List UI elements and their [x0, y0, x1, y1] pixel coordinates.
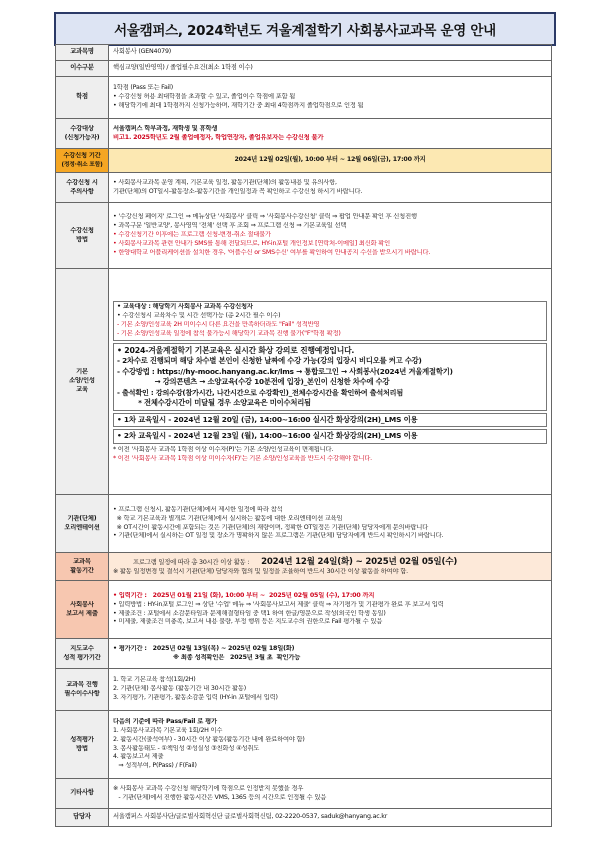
basic-line: • 수강신청시 교육차수 및 시간 선택가능 (총 2시간 필수 이수)	[117, 311, 281, 319]
method-line: • 수강신청기간 이후에는 프로그램 신청-변경-취소 절대불가	[113, 231, 271, 239]
basic-session2-box	[113, 429, 547, 444]
basic-realtime-box	[113, 343, 547, 411]
value-contact: 서울캠퍼스 사회봉사단/글로벌사회혁신단 글로벌사회혁신팀, 02-2220-0537, saduk@hanyang.ac.kr	[109, 809, 552, 827]
target-line: 서울캠퍼스 학부과정, 재학생 및 휴학생	[113, 124, 218, 132]
label-completion: 이수구분	[56, 61, 109, 77]
label-grading-line2: 방법	[76, 744, 88, 752]
row-other	[56, 779, 552, 809]
report-line: • 입력방법 : HY-in포털 로그인 ⇒ 상단 '수업' 메뉴 ⇒ '사회봉사보고서 제출' 클릭 ⇒ 자기평가 및 기관평가 완료 후 보고서 입력	[113, 600, 444, 608]
notice-line: 기관(단체)의 OT일시-활동장소-활동기간을 개인일정과 꼭 확인하고 수강신청 하시기 바랍니다.	[113, 187, 363, 195]
activity-line2: ※ 활동 일정변경 및 결석시 기관(단체) 담당자와 협의 및 일정을 조율하여 반드시 30시간 이상 활동을 하여야 함.	[113, 568, 408, 576]
value-activity	[109, 553, 552, 581]
value-orientation	[109, 495, 552, 553]
activity-prefix: 프로그램 일정에 따라 총 30시간 이상 활동 :	[133, 558, 250, 566]
progress-line: 1. 학교 기본교육 참석(1회/2H)	[113, 676, 196, 684]
grading-line: 4. 활동보고서 제출	[113, 753, 164, 761]
label-basic-line3: 교육	[76, 385, 88, 393]
label-professor	[56, 639, 109, 669]
info-table	[55, 44, 552, 827]
basic-big-line: - 2차수로 진행되며 해당 차수별 본인이 신청한 날짜에 수강 가능(강의 입장시 비디오를 켜고 수강)	[117, 356, 422, 366]
basic-big-line: - 수강방법 : https://hy-mooc.hanyang.ac.kr/lms → 통합로그인 → 사회봉사(2024년 겨울계절학기)	[117, 366, 453, 376]
row-professor	[56, 639, 552, 669]
value-course-name: 사회봉사 (GEN4079)	[109, 45, 552, 61]
label-activity-line2: 활동기간	[70, 566, 94, 574]
label-orientation	[56, 495, 109, 553]
method-line: • 한양대학교 어플리케이션을 설치한 경우, '어플수신 or SMS수신' 여부를 확인하여 안내공지 수신을 받으시기 바랍니다.	[113, 248, 431, 256]
value-grading	[109, 711, 552, 779]
label-other: 기타사항	[56, 779, 109, 809]
progress-line: 2. 기관(단체) 봉사활동 (활동기간 내 30시간 활동)	[113, 685, 247, 693]
activity-date: 2024년 12월 24일(화) ~ 2025년 02월 05일(수)	[261, 556, 458, 567]
label-basic-line1: 기본	[76, 368, 88, 376]
professor-line: • 평가기간 : 2025년 02월 13일(목) ~ 2025년 02월 18일(화)	[113, 644, 295, 652]
orientation-line: ※ OT시간이 활동시간에 포함되는 것은 기관(단체)의 재량이며, 정확한 OT일정은 기관(단체) 담당자에게 문의바랍니다	[113, 523, 428, 531]
credit-line: • 해당학기에 최대 1학점까지 신청가능하며, 재학기간 중 최대 4학점까지 졸업학점으로 인정 됨	[113, 101, 364, 109]
label-notice-line1: 수강신청 시	[66, 178, 98, 186]
basic-line: - 기본 소양/인성교육 일정에 참석 불가능시 해당학기 교과목 진행 불가("F"학점 확정)	[117, 329, 341, 337]
other-line: - 기관(단체)에서 진행한 활동시간은 VMS, 1365 등의 시간으로 인정될 수 있음	[113, 793, 327, 801]
value-other	[109, 779, 552, 809]
label-period	[56, 149, 109, 173]
label-report	[56, 581, 109, 639]
basic-big-line: → 강의콘텐츠 → 소양교육(수강 10분전에 입장)_본인이 신청한 차수에 수강	[117, 377, 390, 387]
label-notice	[56, 173, 109, 203]
report-line: • 제출조건 : 포털에서 소감문타임과 문제해결형타임 중 택1 하여 한글/영문으로 작성(외국인 학생 동일)	[113, 609, 386, 617]
label-period-line1: 수강신청 기간	[63, 151, 101, 159]
row-report	[56, 581, 552, 639]
label-progress-line1: 교과목 진행	[66, 680, 98, 688]
basic-line: • 교육대상 : 해당학기 사회봉사 교과목 수강신청자	[117, 303, 253, 310]
professor-line: ※ 최종 성적확인은 2025년 3월 초 확인가능	[173, 653, 301, 661]
value-target	[109, 119, 552, 149]
row-activity	[56, 553, 552, 581]
row-grading	[56, 711, 552, 779]
label-credit: 학점	[56, 77, 109, 119]
target-note: 비고1. 2025학년도 2월 졸업예정자, 학업연장자, 졸업유보자는 수강신청 불가	[113, 133, 324, 141]
basic-session1-box	[113, 413, 547, 428]
basic-tail-line: * 이전 '사회봉사 교과목 1학점 이상 이수자(P)'는 기본 소양/인성교육이 면제됩니다.	[113, 446, 334, 454]
basic-big-line: - 출석확인 : 강의수강(참가시간, 나간시간으로 수강확인)_전체수강시간을 확인하여 출석처리됨	[117, 387, 403, 397]
basic-target-box	[113, 301, 547, 341]
label-report-line1: 사회봉사	[70, 600, 94, 608]
label-orientation-line2: 오리엔테이션	[64, 523, 100, 531]
basic-session2: • 2차 교육일시 - 2024년 12월 23일 (월), 14:00~16:00 실시간 화상강의(2H)_LMS 이용	[117, 431, 418, 441]
notice-line: • 사회봉사교과목 운영 계획, 기본교육 일정, 활동기관(단체)의 활동내용 및 유의사항,	[113, 178, 337, 186]
basic-tail-line: * 이전 '사회봉사 교과목 1학점 이상 미이수자(F)'는 기본 소양/인성교육을 반드시 수강해야 합니다.	[113, 455, 372, 463]
value-credit	[109, 77, 552, 119]
grading-line: 1. 사회봉사교과목 기본교육 1회/2H 이수	[113, 726, 223, 734]
orientation-line: • 기관(단체)에서 실시하는 OT 일정 및 장소가 명확하지 않은 프로그램은 기관(단체) 담당자에게 반드시 확인하시기 바랍니다.	[113, 532, 444, 540]
label-activity	[56, 553, 109, 581]
label-target	[56, 119, 109, 149]
activity-line1	[113, 556, 547, 568]
label-grading-line1: 성적평가	[70, 735, 94, 743]
label-progress	[56, 669, 109, 711]
label-method-line1: 수강신청	[70, 226, 94, 234]
value-progress	[109, 669, 552, 711]
method-line: • 사회봉사교과목 관련 안내가 SMS를 통해 전달되므로, HY-in포털 개인정보 [연락처-이메일] 최신화 확인	[113, 239, 391, 247]
row-contact	[56, 809, 552, 827]
credit-line: • 수강신청 허용 최대학점을 초과할 수 있고, 졸업이수 학점에 포함 됨	[113, 93, 296, 101]
row-completion	[56, 61, 552, 77]
basic-big-line: * 전체수강시간이 미달될 경우 소양교육은 미이수처리됨	[117, 398, 311, 408]
method-line: • '수강신청 페이지' 로그인 ⇒ 메뉴상단 '사회봉사' 클릭 ⇒ '사회봉사수강신청' 클릭 ⇒ 팝업 안내문 확인 후 신청진행	[113, 213, 417, 221]
report-line: • 입력기간 : 2025년 01월 21일 (화), 10:00 부터 ~ 2025년 02월 05일 (수), 17:00 까지	[113, 591, 375, 599]
page-title: 서울캠퍼스, 2024학년도 겨울계절학기 사회봉사교과목 운영 안내	[54, 12, 556, 46]
label-period-line2: (정정·취소 포함)	[61, 161, 103, 168]
value-report	[109, 581, 552, 639]
label-professor-line1: 지도교수	[70, 644, 94, 652]
label-grading	[56, 711, 109, 779]
row-course-name	[56, 45, 552, 61]
grading-line: ⇒ 성적부여, P(Pass) / F(Fail)	[113, 762, 197, 770]
value-period: 2024년 12월 02일(월), 10:00 부터 ~ 12월 06일(금), 17:00 까지	[109, 149, 552, 173]
label-target-line2: (신청가능자)	[64, 133, 100, 141]
basic-line: - 기본 소양/인성교육 2H 미이수시 다른 요건을 만족하더라도 "Fail" 성적반영	[117, 320, 320, 328]
label-course-name: 교과목명	[56, 45, 109, 61]
row-period	[56, 149, 552, 173]
orientation-line: ※ 학교 기본교육과 별개로 기관(단체)에서 실시하는 활동에 대한 오리엔테이션 교육임	[113, 514, 343, 522]
grading-line: 2. 활동시간(출석여부) - 30시간 이상 활동(활동기간 내에 완료하여야 함)	[113, 735, 305, 743]
row-notice	[56, 173, 552, 203]
row-orientation	[56, 495, 552, 553]
label-progress-line2: 필수이수사항	[64, 689, 100, 697]
basic-session1: • 1차 교육일시 - 2024년 12월 20일 (금), 14:00~16:00 실시간 화상강의(2H)_LMS 이용	[117, 414, 418, 424]
method-line: • 과목구분 '일반교양', 봉사영역 '전체' 선택 후 조회 ⇒ 프로그램 신청 ⇒ 기본교육일 선택	[113, 222, 347, 230]
grading-line: 3. 봉사활동태도 - ①책임성 ②성실성 ③친화성 ④성취도	[113, 744, 260, 752]
progress-line: 3. 자기평가, 기관평가, 활동소감문 입력 (HY-in 포털에서 입력)	[113, 693, 278, 701]
label-target-line1: 수강대상	[70, 124, 94, 132]
label-contact: 담당자	[56, 809, 109, 827]
value-method	[109, 203, 552, 269]
value-completion: 핵심교양(일반영역) / 졸업필수요건(최소 1학점 이수)	[109, 61, 552, 77]
label-basic	[56, 269, 109, 495]
label-report-line2: 보고서 제출	[66, 609, 98, 617]
grading-head: 다음의 기준에 따라 Pass/Fail 로 평가	[113, 717, 217, 725]
row-credit	[56, 77, 552, 119]
row-target	[56, 119, 552, 149]
credit-line: 1학점 (Pass 또는 Fail)	[113, 84, 173, 92]
row-progress	[56, 669, 552, 711]
row-basic	[56, 269, 552, 495]
orientation-line: • 프로그램 신청시, 활동기관(단체)에서 제시한 일정에 따라 참석	[113, 505, 283, 513]
basic-big-line: • 2024-겨울계절학기 기본교육은 실시간 화상 강의로 진행예정입니다.	[117, 345, 355, 355]
label-orientation-line1: 기관(단체)	[67, 514, 97, 522]
label-basic-line2: 소양/인성	[69, 377, 95, 385]
value-notice	[109, 173, 552, 203]
label-activity-line1: 교과목	[73, 557, 91, 565]
label-method-line2: 방법	[76, 235, 88, 243]
value-basic	[109, 269, 552, 495]
row-method	[56, 203, 552, 269]
value-professor	[109, 639, 552, 669]
label-notice-line2: 주의사항	[70, 187, 94, 195]
label-professor-line2: 성적 평가기간	[63, 653, 101, 661]
label-method	[56, 203, 109, 269]
report-line: • 미제출, 제출조건 미충족, 보고서 내용 불량, 부정 행위 등은 지도교수의 권한으로 Fail 평가될 수 있음	[113, 618, 383, 626]
other-line: ※ 사회봉사 교과목 수강신청 해당학기에 학점으로 인정받지 못했을 경우	[113, 784, 304, 792]
